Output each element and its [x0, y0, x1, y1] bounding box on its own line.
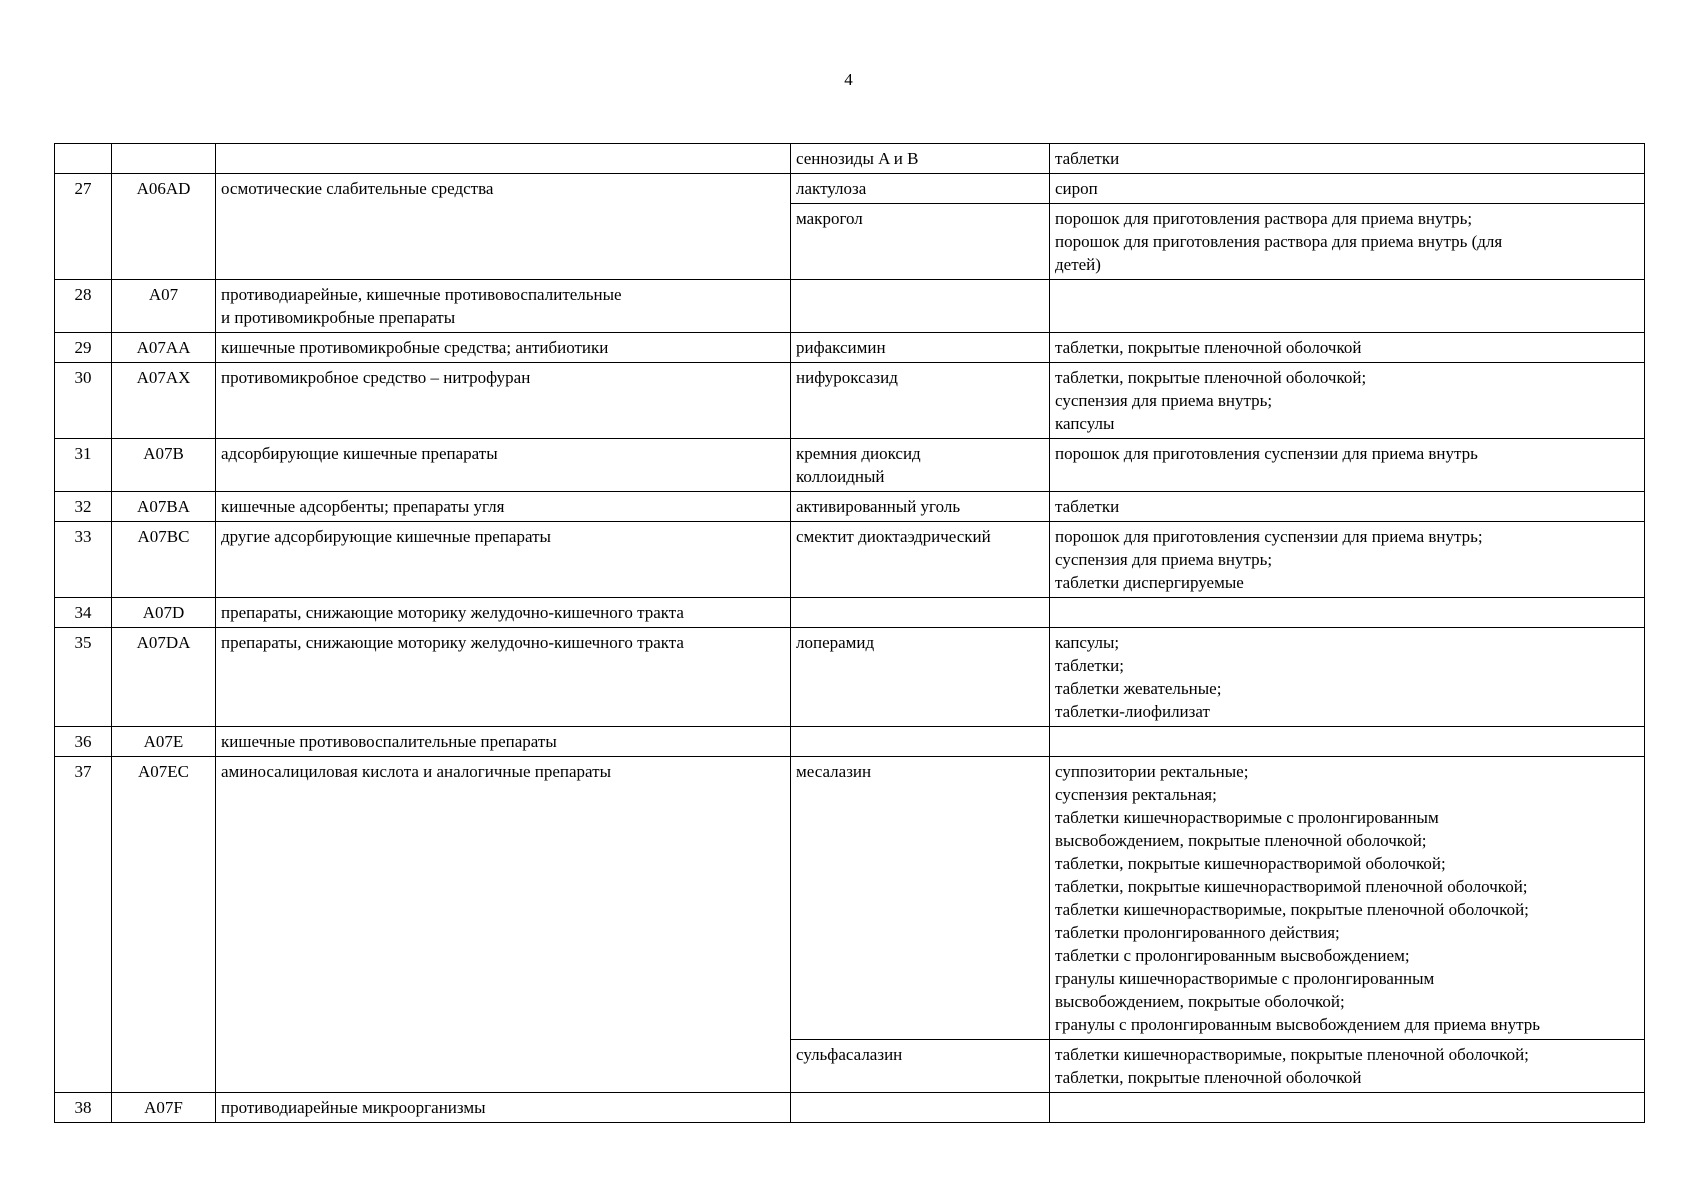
row-number: 33 — [74, 527, 92, 546]
drug-name: рифаксимин — [796, 338, 886, 357]
atc-code: A07EC — [138, 762, 189, 781]
anatomical-group: другие адсорбирующие кишечные препараты — [221, 527, 551, 546]
anatomical-group-cell — [216, 522, 791, 598]
dosage-form: таблетки диспергируемые — [1055, 573, 1244, 592]
anatomical-group-cell — [216, 363, 791, 439]
dosage-forms-cell — [1050, 598, 1645, 628]
dosage-forms-cell — [1050, 174, 1645, 204]
dosage-form: порошок для приготовления суспензии для приема внутрь — [1055, 444, 1478, 463]
drug-name: кремния диоксид коллоидный — [796, 444, 921, 486]
dosage-form: таблетки кишечнорастворимые с пролонгированным — [1055, 808, 1439, 827]
drug-table — [54, 143, 1645, 1123]
table-row — [55, 492, 1645, 522]
row-number-cell — [55, 363, 112, 439]
drug-name-cell — [791, 204, 1050, 280]
table-row — [55, 727, 1645, 757]
drug-name-cell — [791, 727, 1050, 757]
anatomical-group: кишечные адсорбенты; препараты угля — [221, 497, 505, 516]
dosage-forms-cell — [1050, 204, 1645, 280]
drug-name-cell — [791, 598, 1050, 628]
anatomical-group: препараты, снижающие моторику желудочно-кишечного тракта — [221, 633, 684, 652]
dosage-form: капсулы; — [1055, 633, 1120, 652]
row-number-cell — [55, 174, 112, 280]
row-number-cell — [55, 522, 112, 598]
row-number: 29 — [74, 338, 92, 357]
drug-name: смектит диоктаэдрический — [796, 527, 991, 546]
dosage-form: суппозитории ректальные; — [1055, 762, 1249, 781]
dosage-forms-cell — [1050, 280, 1645, 333]
drug-name: нифуроксазид — [796, 368, 898, 387]
table-row — [55, 174, 1645, 204]
drug-name-cell — [791, 757, 1050, 1040]
anatomical-group-cell — [216, 280, 791, 333]
row-number: 32 — [74, 497, 92, 516]
anatomical-group-cell — [216, 1093, 791, 1123]
dosage-form: таблетки, покрытые пленочной оболочкой; — [1055, 368, 1367, 387]
anatomical-group-cell — [216, 492, 791, 522]
row-number-cell — [55, 628, 112, 727]
drug-name: активированный уголь — [796, 497, 961, 516]
drug-name-cell — [791, 522, 1050, 598]
table-row — [55, 522, 1645, 598]
table-row — [55, 628, 1645, 727]
dosage-form: капсулы — [1055, 414, 1115, 433]
dosage-forms-cell — [1050, 363, 1645, 439]
row-number: 27 — [74, 179, 92, 198]
row-number: 35 — [74, 633, 92, 652]
row-number: 34 — [74, 603, 92, 622]
dosage-form: детей) — [1055, 255, 1101, 274]
atc-code-cell — [112, 174, 216, 280]
drug-name-cell — [791, 492, 1050, 522]
dosage-form: таблетки, покрытые пленочной оболочкой — [1055, 1068, 1362, 1087]
row-number: 30 — [74, 368, 92, 387]
dosage-forms-cell — [1050, 492, 1645, 522]
dosage-form: суспензия для приема внутрь; — [1055, 391, 1273, 410]
drug-name-cell — [791, 628, 1050, 727]
dosage-form: таблетки, покрытые кишечнорастворимой пленочной оболочкой; — [1055, 877, 1528, 896]
row-number: 31 — [74, 444, 92, 463]
drug-name-cell — [791, 1093, 1050, 1123]
atc-code-cell — [112, 144, 216, 174]
atc-code-cell — [112, 280, 216, 333]
dosage-forms-cell — [1050, 757, 1645, 1040]
dosage-form: порошок для приготовления раствора для приема внутрь (для — [1055, 232, 1503, 251]
atc-code: A07AA — [136, 338, 191, 357]
dosage-form: таблетки — [1055, 497, 1120, 516]
anatomical-group: адсорбирующие кишечные препараты — [221, 444, 498, 463]
anatomical-group-cell — [216, 598, 791, 628]
table-row — [55, 144, 1645, 174]
atc-code: A07B — [143, 444, 184, 463]
row-number-cell — [55, 727, 112, 757]
table-row — [55, 439, 1645, 492]
atc-code-cell — [112, 492, 216, 522]
drug-name: лоперамид — [796, 633, 875, 652]
atc-code: A07DA — [136, 633, 191, 652]
dosage-form: сироп — [1055, 179, 1098, 198]
drug-name-cell — [791, 363, 1050, 439]
drug-name-cell — [791, 144, 1050, 174]
drug-name: лактулоза — [796, 179, 867, 198]
drug-name-cell — [791, 333, 1050, 363]
dosage-form: порошок для приготовления суспензии для приема внутрь; — [1055, 527, 1483, 546]
dosage-form: таблетки пролонгированного действия; — [1055, 923, 1340, 942]
atc-code: A07E — [143, 732, 184, 751]
dosage-form: таблетки-лиофилизат — [1055, 702, 1210, 721]
anatomical-group-cell — [216, 628, 791, 727]
atc-code-cell — [112, 628, 216, 727]
anatomical-group: противомикробное средство – нитрофуран — [221, 368, 531, 387]
dosage-form: высвобождением, покрытые пленочной оболочкой; — [1055, 831, 1427, 850]
atc-code: A07 — [148, 285, 179, 304]
dosage-forms-cell — [1050, 727, 1645, 757]
atc-code: A07BC — [137, 527, 190, 546]
row-number-cell — [55, 1093, 112, 1123]
drug-name-cell — [791, 439, 1050, 492]
atc-code-cell — [112, 727, 216, 757]
dosage-form: порошок для приготовления раствора для приема внутрь; — [1055, 209, 1473, 228]
dosage-form: таблетки; — [1055, 656, 1124, 675]
atc-code-cell — [112, 333, 216, 363]
row-number: 28 — [74, 285, 92, 304]
dosage-form: суспензия для приема внутрь; — [1055, 550, 1273, 569]
dosage-forms-cell — [1050, 522, 1645, 598]
dosage-form: таблетки — [1055, 149, 1120, 168]
anatomical-group: аминосалициловая кислота и аналогичные препараты — [221, 762, 611, 781]
dosage-forms-cell — [1050, 628, 1645, 727]
dosage-form: таблетки, покрытые кишечнорастворимой оболочкой; — [1055, 854, 1446, 873]
dosage-forms-cell — [1050, 144, 1645, 174]
atc-code-cell — [112, 757, 216, 1093]
anatomical-group: противодиарейные, кишечные противовоспалительные и противомикробные препараты — [221, 285, 622, 327]
atc-code-cell — [112, 1093, 216, 1123]
row-number-cell — [55, 144, 112, 174]
anatomical-group-cell — [216, 757, 791, 1093]
drug-name: месалазин — [796, 762, 872, 781]
atc-code-cell — [112, 598, 216, 628]
table-row — [55, 757, 1645, 1040]
row-number-cell — [55, 598, 112, 628]
anatomical-group-cell — [216, 439, 791, 492]
atc-code: A06AD — [136, 179, 191, 198]
anatomical-group-cell — [216, 144, 791, 174]
table-row — [55, 363, 1645, 439]
anatomical-group-cell — [216, 333, 791, 363]
dosage-forms-cell — [1050, 333, 1645, 363]
atc-code-cell — [112, 363, 216, 439]
dosage-form: гранулы с пролонгированным высвобождением для приема внутрь — [1055, 1015, 1541, 1034]
atc-code: A07D — [142, 603, 185, 622]
anatomical-group: противодиарейные микроорганизмы — [221, 1098, 486, 1117]
drug-name: сульфасалазин — [796, 1045, 903, 1064]
dosage-form: таблетки с пролонгированным высвобождением; — [1055, 946, 1410, 965]
anatomical-group: кишечные противомикробные средства; антибиотики — [221, 338, 609, 357]
table-row — [55, 598, 1645, 628]
page-number: 4 — [844, 70, 853, 89]
dosage-form: таблетки кишечнорастворимые, покрытые пленочной оболочкой; — [1055, 900, 1529, 919]
anatomical-group: осмотические слабительные средства — [221, 179, 494, 198]
atc-code-cell — [112, 439, 216, 492]
table-row — [55, 333, 1645, 363]
dosage-form: таблетки жевательные; — [1055, 679, 1222, 698]
table-row — [55, 280, 1645, 333]
atc-code: A07AX — [136, 368, 191, 387]
dosage-forms-cell — [1050, 439, 1645, 492]
anatomical-group: препараты, снижающие моторику желудочно-кишечного тракта — [221, 603, 684, 622]
row-number: 37 — [74, 762, 92, 781]
dosage-form: суспензия ректальная; — [1055, 785, 1217, 804]
dosage-form: таблетки, покрытые пленочной оболочкой — [1055, 338, 1362, 357]
atc-code: A07BA — [137, 497, 190, 516]
row-number-cell — [55, 492, 112, 522]
dosage-forms-cell — [1050, 1040, 1645, 1093]
drug-name: сеннозиды A и B — [796, 149, 919, 168]
drug-name-cell — [791, 174, 1050, 204]
row-number-cell — [55, 757, 112, 1093]
atc-code-cell — [112, 522, 216, 598]
atc-code: A07F — [144, 1098, 183, 1117]
drug-name: макрогол — [796, 209, 863, 228]
drug-name-cell — [791, 1040, 1050, 1093]
row-number-cell — [55, 439, 112, 492]
drug-name-cell — [791, 280, 1050, 333]
dosage-form: высвобождением, покрытые оболочкой; — [1055, 992, 1345, 1011]
row-number-cell — [55, 333, 112, 363]
table-row — [55, 1093, 1645, 1123]
dosage-form: гранулы кишечнорастворимые с пролонгированным — [1055, 969, 1435, 988]
row-number: 36 — [74, 732, 92, 751]
anatomical-group: кишечные противовоспалительные препараты — [221, 732, 557, 751]
dosage-forms-cell — [1050, 1093, 1645, 1123]
anatomical-group-cell — [216, 174, 791, 280]
row-number: 38 — [74, 1098, 92, 1117]
dosage-form: таблетки кишечнорастворимые, покрытые пленочной оболочкой; — [1055, 1045, 1529, 1064]
anatomical-group-cell — [216, 727, 791, 757]
row-number-cell — [55, 280, 112, 333]
